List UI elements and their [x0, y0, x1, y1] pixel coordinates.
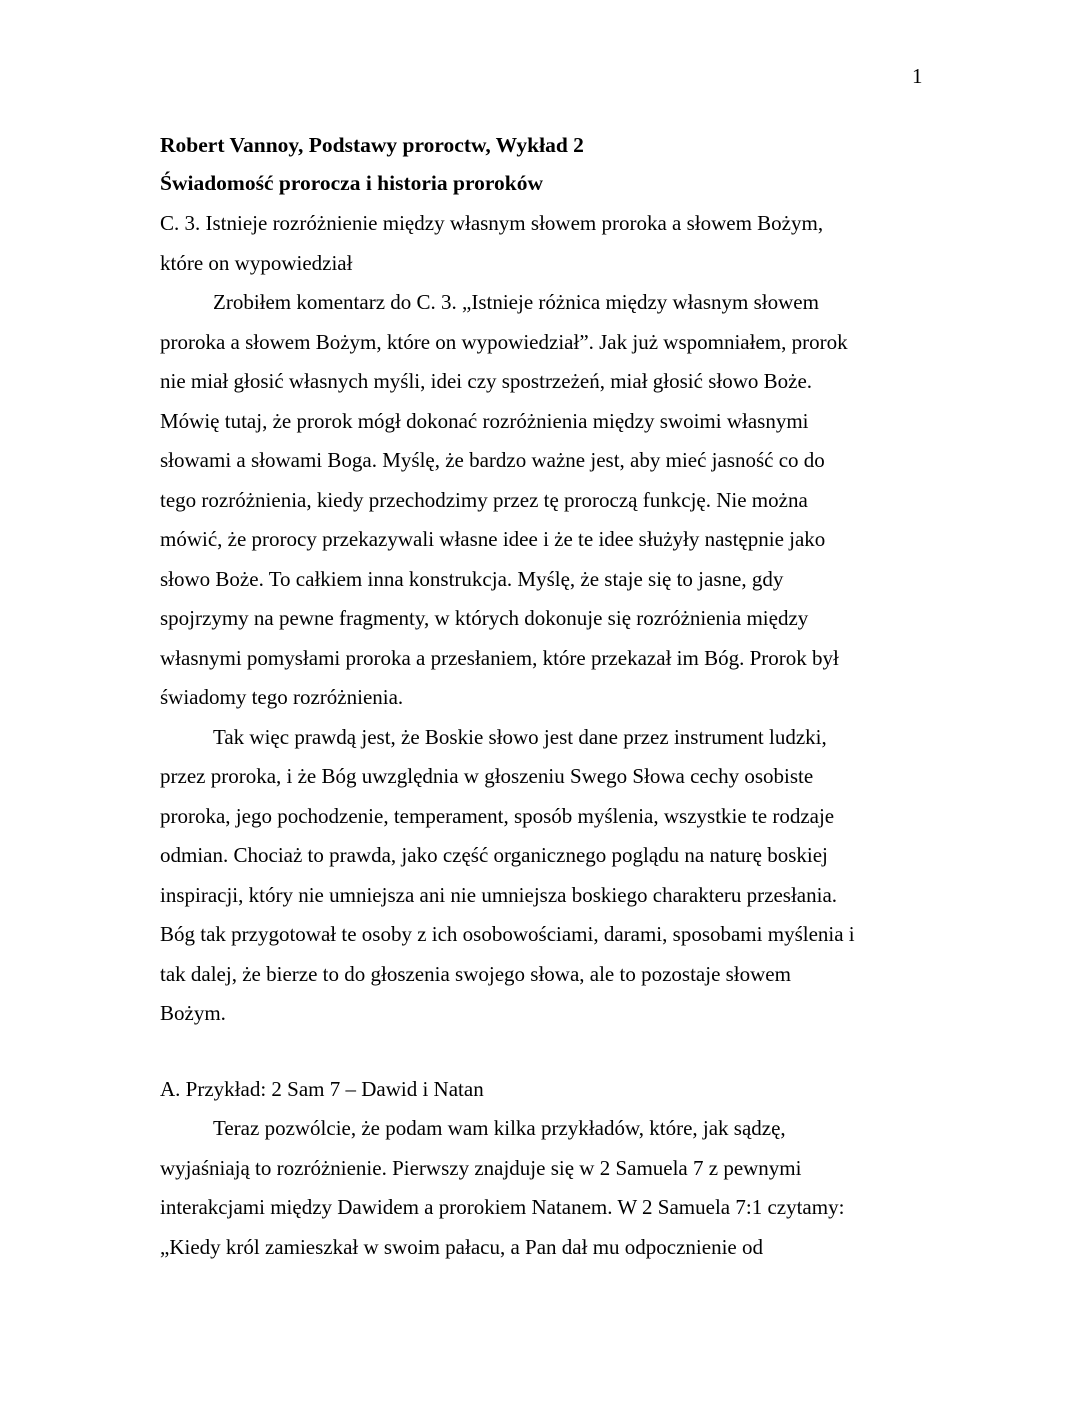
- text-line: które on wypowiedział: [160, 250, 353, 275]
- text-line: spojrzymy na pewne fragmenty, w których dokonuje się rozróżnienia między: [160, 606, 809, 630]
- text-line: „Kiedy król zamieszkał w swoim pałacu, a Pan dał mu odpocznienie od: [160, 1234, 763, 1259]
- paragraph-2: [160, 718, 930, 1034]
- text-line: C. 3. Istnieje rozróżnienie między własnym słowem proroka a słowem Bożym,: [160, 211, 824, 235]
- text-line: interakcjami między Dawidem a prorokiem Natanem. W 2 Samuela 7:1 czytamy:: [160, 1195, 845, 1219]
- text-line: Zrobiłem komentarz do C. 3. „Istnieje różnica między własnym słowem: [213, 290, 819, 314]
- document-body: [160, 126, 930, 1267]
- text-line: przez proroka, i że Bóg uwzględnia w głoszeniu Swego Słowa cechy osobiste: [160, 764, 814, 788]
- section-heading-a: [160, 1070, 930, 1110]
- text-line: odmian. Chociaż to prawda, jako część organicznego poglądu na naturę boskiej: [160, 843, 828, 867]
- text-line: A. Przykład: 2 Sam 7 – Dawid i Natan: [160, 1076, 484, 1101]
- text-line: słowo Boże. To całkiem inna konstrukcja. Myślę, że staje się to jasne, gdy: [160, 566, 784, 591]
- text-line: Bóg tak przygotował te osoby z ich osobowościami, darami, sposobami myślenia i: [160, 922, 855, 946]
- text-line: inspiracji, który nie umniejsza ani nie umniejsza boskiego charakteru przesłania.: [160, 882, 838, 907]
- text-line: świadomy tego rozróżnienia.: [160, 685, 404, 709]
- text-line: nie miał głosić własnych myśli, idei czy spostrzeżeń, miał głosić słowo Boże.: [160, 369, 813, 393]
- section-heading-c3: [160, 204, 930, 283]
- paragraph-spacer: [160, 1034, 930, 1070]
- text-line: proroka, jego pochodzenie, temperament, sposób myślenia, wszystkie te rodzaje: [160, 803, 835, 828]
- page-number: 1: [912, 64, 923, 88]
- text-line: Tak więc prawdą jest, że Boskie słowo jest dane przez instrument ludzki,: [213, 724, 827, 749]
- paragraph-1: [160, 283, 930, 718]
- text-line: tak dalej, że bierze to do głoszenia swojego słowa, ale to pozostaje słowem: [160, 961, 791, 986]
- document-subtitle: Świadomość prorocza i historia proroków: [160, 171, 544, 195]
- text-line: tego rozróżnienia, kiedy przechodzimy przez tę proroczą funkcję. Nie można: [160, 487, 808, 512]
- text-line: wyjaśniają to rozróżnienie. Pierwszy znajduje się w 2 Samuela 7 z pewnymi: [160, 1155, 802, 1180]
- text-line: własnymi pomysłami proroka a przesłaniem, które przekazał im Bóg. Prorok był: [160, 645, 839, 670]
- text-line: Teraz pozwólcie, że podam wam kilka przykładów, które, jak sądzę,: [213, 1116, 786, 1140]
- document-title: Robert Vannoy, Podstawy proroctw, Wykład 2: [160, 133, 584, 157]
- text-line: proroka a słowem Bożym, które on wypowiedział”. Jak już wspomniałem, prorok: [160, 329, 848, 354]
- text-line: Bożym.: [160, 1001, 226, 1025]
- paragraph-3: [160, 1109, 930, 1267]
- text-line: Mówię tutaj, że prorok mógł dokonać rozróżnienia między swoimi własnymi: [160, 408, 809, 433]
- text-line: słowami a słowami Boga. Myślę, że bardzo ważne jest, aby mieć jasność co do: [160, 448, 825, 472]
- text-line: mówić, że prorocy przekazywali własne idee i że te idee służyły następnie jako: [160, 527, 826, 551]
